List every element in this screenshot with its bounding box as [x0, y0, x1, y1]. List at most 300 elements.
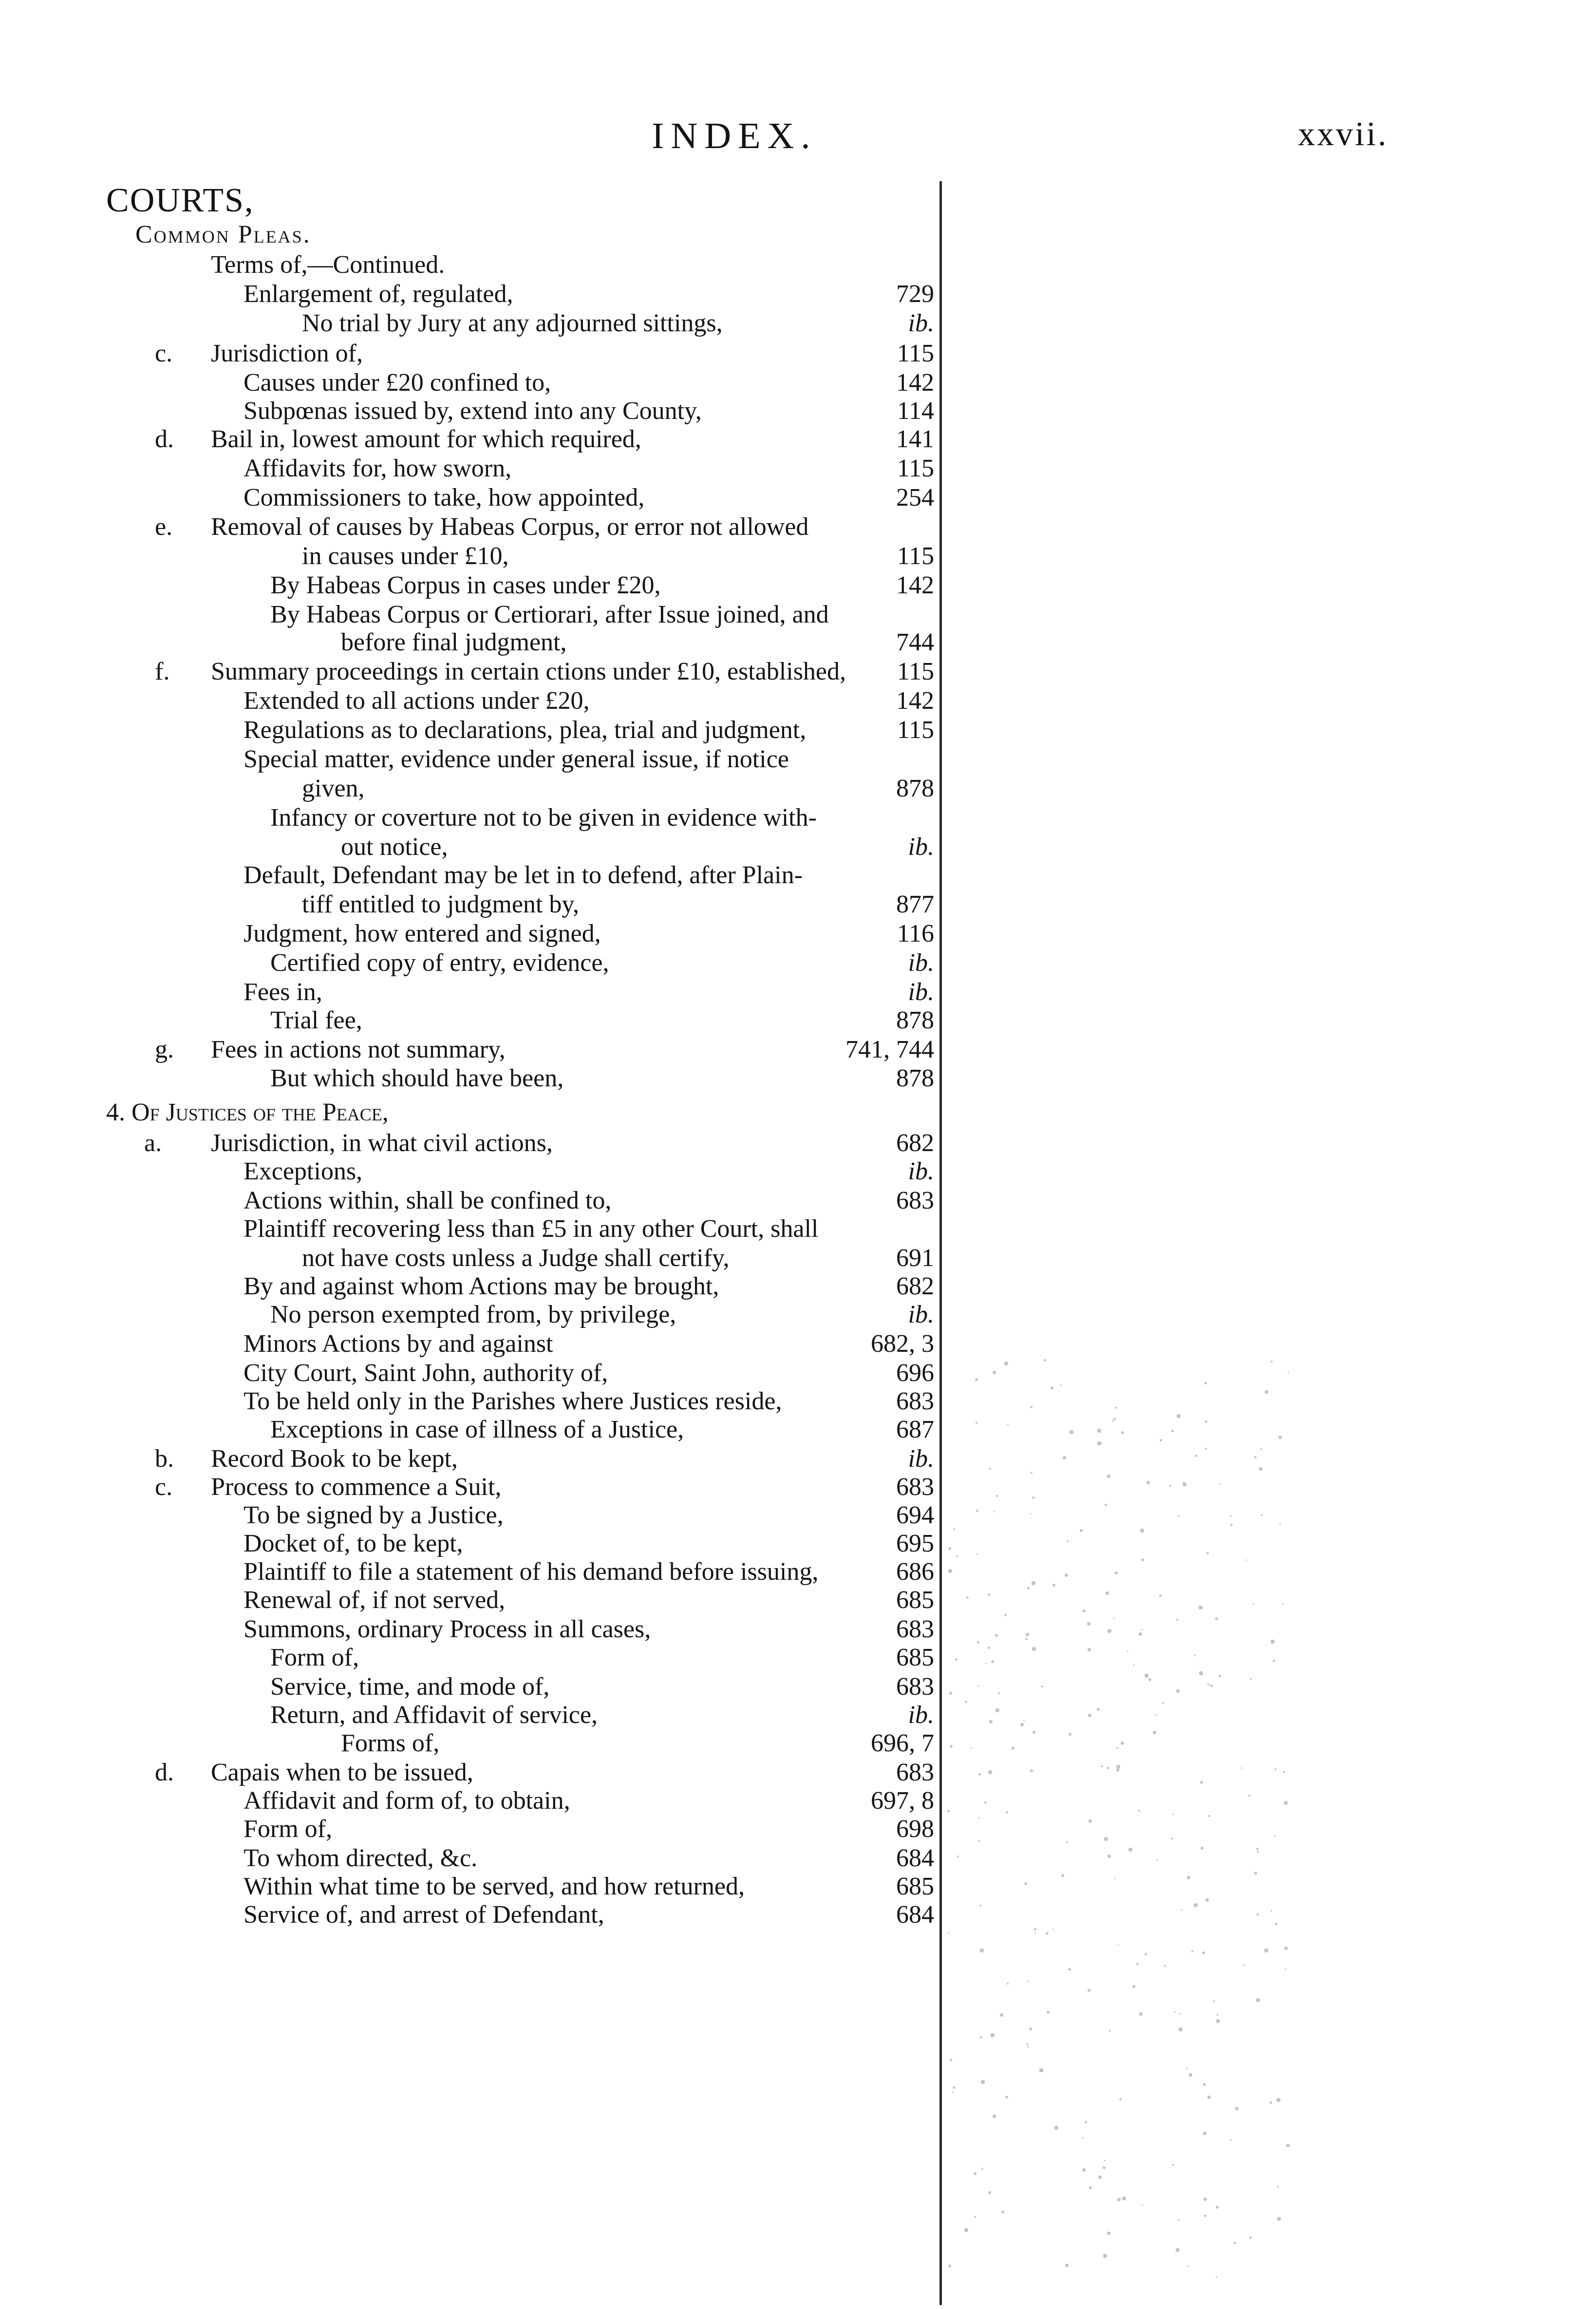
index-entry — [0, 1844, 940, 1873]
bleed-through-noise — [947, 1359, 1298, 2309]
subsection-heading: Common Pleas. — [135, 221, 311, 248]
bleed-speck — [1082, 2168, 1086, 2172]
bleed-speck — [1115, 1571, 1118, 1574]
entry-letter: e. — [155, 513, 173, 541]
index-entry — [0, 425, 940, 454]
bleed-speck — [1219, 1675, 1221, 1677]
bleed-speck — [1259, 1467, 1262, 1471]
bleed-speck — [965, 1701, 967, 1703]
bleed-speck — [1030, 1406, 1033, 1408]
entry-text: Plaintiff recovering less than £5 in any other Court, shall — [244, 1215, 819, 1243]
entry-text: No trial by Jury at any adjourned sittings, — [302, 309, 723, 337]
index-entry — [0, 658, 940, 686]
bleed-speck — [1052, 1584, 1055, 1587]
entry-page-ref: 741, 744 — [845, 1036, 934, 1063]
bleed-speck — [991, 2033, 995, 2037]
index-entry — [0, 1330, 940, 1358]
entry-text: in causes under £10, — [302, 542, 509, 570]
bleed-speck — [974, 2216, 976, 2218]
entry-text: Bail in, lowest amount for which required, — [211, 425, 641, 453]
bleed-speck — [1082, 2137, 1084, 2139]
index-entry — [0, 601, 940, 629]
bleed-speck — [1172, 1814, 1174, 1815]
bleed-speck — [1088, 1989, 1090, 1992]
bleed-speck — [1109, 2030, 1111, 2032]
entry-page-ref: ib. — [908, 309, 934, 337]
bleed-speck — [1119, 2098, 1122, 2101]
bleed-speck — [1257, 1913, 1259, 1916]
bleed-speck — [1139, 1632, 1142, 1636]
bleed-speck — [1114, 1878, 1116, 1879]
bleed-speck — [1065, 1573, 1068, 1577]
entry-page-ref: ib. — [908, 1701, 934, 1729]
bleed-speck — [966, 1596, 969, 1599]
bleed-speck — [991, 1660, 994, 1663]
index-entry — [0, 1272, 940, 1301]
bleed-speck — [971, 1747, 972, 1748]
bleed-speck — [1273, 1660, 1275, 1662]
bleed-speck — [1101, 1765, 1103, 1767]
bleed-speck — [1205, 1448, 1207, 1450]
bleed-speck — [1256, 1998, 1260, 2002]
bleed-speck — [1186, 2068, 1187, 2069]
bleed-speck — [984, 1801, 987, 1804]
bleed-speck — [1148, 1678, 1151, 1681]
bleed-speck — [1254, 1872, 1257, 1874]
entry-page-ref: ib. — [908, 1301, 934, 1328]
bleed-speck — [1278, 1436, 1282, 1439]
page-title: INDEX. — [652, 115, 817, 156]
bleed-speck — [1106, 1591, 1109, 1595]
bleed-speck — [1051, 1386, 1053, 1389]
entry-text: No person exempted from, by privilege, — [270, 1301, 676, 1328]
entry-text: Summary proceedings in certain ctions under £10, established, — [211, 658, 846, 685]
bleed-speck — [1203, 2132, 1206, 2135]
index-entry — [0, 542, 940, 570]
bleed-speck — [1155, 1715, 1157, 1716]
entry-page-ref: 682 — [896, 1129, 934, 1157]
bleed-speck — [1046, 1932, 1049, 1935]
bleed-speck — [1027, 1587, 1030, 1590]
bleed-speck — [1172, 2164, 1174, 2166]
bleed-speck — [1234, 2242, 1236, 2244]
entry-text: Affidavit and form of, to obtain, — [244, 1787, 570, 1815]
bleed-speck — [1108, 1629, 1111, 1633]
index-entry — [0, 1036, 940, 1064]
entry-page-ref: 114 — [897, 397, 934, 425]
bleed-speck — [1107, 2232, 1110, 2235]
bleed-speck — [976, 1553, 978, 1555]
entry-letter: c. — [155, 340, 173, 367]
bleed-speck — [1139, 2012, 1143, 2016]
index-entry — [0, 1416, 940, 1444]
bleed-speck — [948, 1547, 951, 1550]
bleed-speck — [1288, 1372, 1289, 1373]
entry-text: Exceptions, — [244, 1157, 363, 1185]
entry-text: Judgment, how entered and signed, — [244, 920, 601, 947]
entry-page-ref: 115 — [897, 542, 934, 570]
entry-page-ref: 691 — [896, 1244, 934, 1272]
index-entry — [0, 1615, 940, 1644]
bleed-speck — [1171, 1430, 1174, 1432]
entry-text: Trial fee, — [270, 1006, 362, 1034]
bleed-speck — [995, 1634, 998, 1637]
entry-page-ref: 685 — [896, 1644, 934, 1671]
bleed-speck — [1187, 2265, 1189, 2267]
bleed-speck — [1241, 1767, 1243, 1769]
bleed-speck — [1159, 1594, 1162, 1597]
entry-text: City Court, Saint John, authority of, — [244, 1359, 608, 1387]
bleed-speck — [1083, 1609, 1086, 1612]
bleed-speck — [1061, 1874, 1064, 1877]
bleed-speck — [1216, 2019, 1220, 2023]
bleed-speck — [1068, 1968, 1071, 1971]
entry-page-ref: 685 — [896, 1586, 934, 1614]
index-entry — [0, 1701, 940, 1729]
bleed-speck — [975, 1378, 978, 1381]
bleed-speck — [1023, 1720, 1025, 1722]
bleed-speck — [1230, 1524, 1233, 1526]
bleed-speck — [1128, 1848, 1132, 1852]
bleed-speck — [1216, 2276, 1217, 2278]
index-entry — [0, 280, 940, 308]
bleed-speck — [1191, 1950, 1193, 1952]
entry-page-ref: 694 — [896, 1501, 934, 1529]
bleed-speck — [1127, 1650, 1128, 1652]
bleed-speck — [1179, 2027, 1183, 2031]
bleed-speck — [1178, 1515, 1180, 1517]
bleed-speck — [1030, 1513, 1031, 1514]
entry-text: By and against whom Actions may be brought, — [244, 1272, 719, 1300]
bleed-speck — [1235, 2107, 1239, 2110]
index-entry — [0, 1501, 940, 1530]
bleed-speck — [1207, 2096, 1211, 2099]
bleed-speck — [996, 1495, 998, 1497]
bleed-speck — [988, 1647, 990, 1649]
index-entry — [0, 1359, 940, 1387]
bleed-speck — [1032, 1647, 1036, 1651]
bleed-speck — [1256, 1848, 1258, 1850]
bleed-speck — [1138, 1810, 1140, 1812]
entry-text: But which should have been, — [270, 1064, 564, 1092]
entry-text: Service, time, and mode of, — [270, 1673, 550, 1701]
bleed-speck — [1279, 1523, 1281, 1525]
entry-page-ref: 115 — [897, 658, 934, 685]
bleed-speck — [949, 1692, 952, 1695]
bleed-speck — [1264, 1949, 1268, 1952]
entry-page-ref: 684 — [896, 1844, 934, 1872]
bleed-speck — [1174, 2011, 1176, 2012]
bleed-speck — [1063, 1456, 1066, 1459]
bleed-speck — [1169, 1485, 1171, 1487]
bleed-speck — [1104, 2160, 1106, 2161]
bleed-speck — [1097, 1708, 1100, 1711]
bleed-speck — [1005, 2096, 1008, 2099]
entry-text: Form of, — [270, 1644, 359, 1671]
entry-page-ref: 744 — [896, 628, 934, 656]
bleed-speck — [1164, 1965, 1166, 1967]
bleed-speck — [1176, 2248, 1180, 2252]
index-entry — [0, 1157, 940, 1186]
bleed-speck — [977, 1641, 979, 1644]
bleed-speck — [978, 1840, 980, 1842]
bleed-speck — [1176, 1689, 1180, 1693]
bleed-speck — [1030, 1769, 1033, 1772]
index-entry — [0, 745, 940, 774]
bleed-speck — [1117, 2198, 1121, 2201]
bleed-speck — [1029, 2027, 1032, 2030]
bleed-speck — [1187, 1876, 1190, 1879]
entry-text: Process to commence a Suit, — [211, 1473, 502, 1501]
bleed-speck — [989, 1720, 993, 1723]
bleed-speck — [1156, 1859, 1158, 1860]
index-entry — [0, 890, 940, 919]
entry-text: Renewal of, if not served, — [244, 1586, 506, 1614]
bleed-speck — [1249, 2236, 1252, 2239]
bleed-speck — [1142, 2204, 1143, 2206]
bleed-speck — [1286, 2144, 1290, 2147]
bleed-speck — [1033, 1731, 1035, 1734]
index-entry — [0, 1387, 940, 1416]
entry-text: To be signed by a Justice, — [244, 1501, 504, 1529]
bleed-speck — [1088, 1648, 1091, 1651]
bleed-speck — [1116, 1765, 1120, 1769]
entry-letter: b. — [155, 1445, 174, 1473]
index-entry — [0, 1673, 940, 1701]
index-entry — [0, 1244, 940, 1272]
bleed-speck — [1141, 1558, 1144, 1561]
bleed-speck — [1133, 1665, 1135, 1666]
bleed-speck — [1132, 1985, 1135, 1988]
entry-text: Terms of,—Continued. — [211, 251, 445, 279]
entry-page-ref: 683 — [896, 1473, 934, 1501]
entry-text: Jurisdiction, in what civil actions, — [211, 1129, 553, 1157]
bleed-speck — [1034, 1932, 1036, 1934]
bleed-speck — [1122, 2196, 1126, 2200]
bleed-speck — [1060, 1384, 1061, 1386]
bleed-speck — [1284, 1947, 1288, 1950]
bleed-speck — [988, 1593, 990, 1596]
entry-text: Within what time to be served, and how returned, — [244, 1873, 745, 1900]
entry-text: not have costs unless a Judge shall certify, — [302, 1244, 730, 1272]
index-entry — [0, 1301, 940, 1329]
bleed-speck — [1220, 1483, 1221, 1484]
bleed-speck — [1088, 1714, 1091, 1717]
bleed-speck — [1032, 1496, 1034, 1499]
bleed-speck — [1007, 1424, 1009, 1425]
bleed-speck — [974, 2172, 976, 2175]
index-entry — [0, 1530, 940, 1558]
entry-page-ref: 686 — [896, 1558, 934, 1586]
bleed-speck — [1243, 1965, 1245, 1966]
bleed-speck — [1044, 1359, 1046, 1362]
bleed-speck — [998, 1692, 1000, 1694]
bleed-speck — [1032, 1581, 1035, 1585]
bleed-speck — [1097, 1429, 1101, 1433]
bleed-speck — [1097, 1441, 1101, 1445]
entry-page-ref: 116 — [897, 920, 934, 947]
bleed-speck — [1202, 1951, 1205, 1954]
bleed-speck — [980, 2036, 982, 2038]
entry-page-ref: 142 — [896, 687, 934, 715]
bleed-speck — [1277, 2217, 1281, 2221]
index-entry — [0, 628, 940, 657]
entry-text: Form of, — [244, 1815, 332, 1843]
bleed-speck — [980, 1949, 984, 1952]
bleed-speck — [1277, 2186, 1279, 2188]
index-entry — [0, 571, 940, 600]
entry-text: Exceptions in case of illness of a Justice, — [270, 1416, 684, 1443]
bleed-speck — [1254, 1456, 1257, 1458]
bleed-speck — [1001, 2211, 1004, 2214]
entry-page-ref: 683 — [896, 1673, 934, 1701]
entry-page-ref: 698 — [896, 1815, 934, 1843]
bleed-speck — [1260, 1448, 1262, 1450]
entry-text: Enlargement of, regulated, — [244, 280, 513, 308]
bleed-speck — [1271, 1640, 1275, 1644]
bleed-speck — [1141, 1629, 1143, 1630]
bleed-speck — [993, 1371, 996, 1374]
entry-letter: d. — [155, 1759, 174, 1786]
bleed-speck — [1107, 1767, 1109, 1769]
bleed-speck — [1201, 1847, 1203, 1850]
bleed-speck — [956, 1555, 958, 1557]
bleed-speck — [957, 1855, 959, 1857]
column-rule — [939, 181, 942, 2305]
bleed-speck — [1271, 1910, 1272, 1912]
entry-text: To whom directed, &c. — [244, 1844, 478, 1872]
bleed-speck — [993, 2115, 996, 2118]
bleed-speck — [1028, 2046, 1029, 2048]
section-heading: COURTS, — [106, 182, 254, 219]
entry-page-ref: ib. — [908, 949, 934, 977]
entry-page-ref: 142 — [896, 571, 934, 599]
bleed-speck — [1116, 1769, 1119, 1772]
index-entry — [0, 309, 940, 338]
entry-text: Fees in actions not summary, — [211, 1036, 506, 1063]
bleed-speck — [1205, 1898, 1209, 1902]
entry-text: Service of, and arrest of Defendant, — [244, 1901, 604, 1929]
bleed-speck — [1160, 1439, 1162, 1441]
bleed-speck — [948, 2265, 951, 2268]
bleed-speck — [1181, 1910, 1183, 1911]
entry-page-ref: 687 — [896, 1416, 934, 1443]
entry-text: before final judgment, — [341, 628, 567, 656]
index-entry — [0, 397, 940, 425]
entry-page-ref: 683 — [896, 1387, 934, 1415]
entry-page-ref: 878 — [896, 775, 934, 802]
entry-text: Causes under £20 confined to, — [244, 369, 551, 397]
bleed-speck — [1285, 1968, 1286, 1970]
index-entry — [0, 861, 940, 890]
entry-page-ref: 878 — [896, 1006, 934, 1034]
bleed-speck — [1087, 1622, 1090, 1626]
entry-page-ref: 877 — [896, 890, 934, 918]
entry-page-ref: 115 — [897, 454, 934, 482]
bleed-speck — [1118, 1944, 1119, 1946]
index-entry — [0, 1445, 940, 1473]
entry-text: Jurisdiction of, — [211, 340, 363, 367]
index-entry — [0, 833, 940, 861]
bleed-speck — [1204, 2214, 1206, 2217]
index-entry — [0, 978, 940, 1006]
entry-page-ref: ib. — [908, 978, 934, 1006]
index-entry — [0, 1759, 940, 1787]
bleed-speck — [1203, 2083, 1206, 2086]
bleed-speck — [1206, 1552, 1209, 1554]
bleed-speck — [1145, 1674, 1148, 1678]
bleed-speck — [981, 2080, 985, 2084]
bleed-speck — [952, 2092, 954, 2093]
bleed-speck — [1004, 1614, 1007, 1616]
entry-text: Removal of causes by Habeas Corpus, or error not allowed — [211, 513, 809, 541]
entry-text: Plaintiff to file a statement of his demand before issuing, — [244, 1558, 819, 1586]
entry-text: out notice, — [341, 833, 448, 861]
index-entry — [0, 1586, 940, 1614]
bleed-speck — [1027, 1981, 1029, 1982]
bleed-speck — [1217, 2014, 1219, 2016]
bleed-speck — [1034, 1928, 1036, 1930]
bleed-speck — [1121, 1431, 1124, 1434]
entry-letter: f. — [155, 658, 170, 685]
bleed-speck — [948, 1569, 952, 1573]
bleed-speck — [950, 1745, 953, 1748]
bleed-speck — [1000, 2013, 1003, 2017]
bleed-speck — [1052, 1929, 1054, 1930]
bleed-speck — [1250, 1678, 1252, 1680]
bleed-speck — [1200, 1781, 1203, 1784]
bleed-speck — [1020, 1723, 1024, 1726]
bleed-speck — [978, 1773, 981, 1776]
entry-text: Regulations as to declarations, plea, trial and judgment, — [244, 716, 807, 744]
bleed-speck — [1098, 2176, 1102, 2179]
bleed-speck — [988, 2191, 991, 2194]
index-entry — [0, 687, 940, 715]
bleed-speck — [1194, 1903, 1198, 1907]
entry-text: tiff entitled to judgment by, — [302, 890, 580, 918]
index-subheading — [0, 1098, 940, 1127]
bleed-speck — [1208, 1815, 1210, 1817]
bleed-speck — [1216, 2206, 1219, 2209]
entry-page-ref: ib. — [908, 1157, 934, 1185]
entry-page-ref: 682, 3 — [871, 1330, 934, 1358]
index-entry — [0, 1787, 940, 1815]
index-entry — [0, 1187, 940, 1215]
bleed-speck — [1007, 1983, 1009, 1985]
bleed-speck — [1204, 1382, 1207, 1384]
entry-page-ref: 254 — [896, 484, 934, 511]
entry-page-ref: 115 — [897, 340, 934, 367]
index-entry — [0, 454, 940, 483]
bleed-speck — [1177, 1414, 1181, 1418]
bleed-speck — [1189, 2073, 1192, 2077]
entry-page-ref: 697, 8 — [871, 1787, 934, 1815]
bleed-speck — [1153, 1731, 1156, 1734]
index-entry — [0, 949, 940, 977]
bleed-speck — [1108, 1855, 1111, 1858]
entry-text: Affidavits for, how sworn, — [244, 454, 512, 482]
entry-text: Docket of, to be kept, — [244, 1530, 463, 1557]
bleed-speck — [1024, 1882, 1027, 1885]
bleed-speck — [1283, 1771, 1285, 1773]
bleed-speck — [1031, 1472, 1033, 1474]
bleed-speck — [1253, 1604, 1254, 1605]
entry-page-ref: 115 — [897, 716, 934, 744]
bleed-speck — [1199, 1606, 1202, 1609]
entry-page-ref: 142 — [896, 369, 934, 397]
entry-page-ref: 729 — [896, 280, 934, 308]
bleed-speck — [953, 1528, 955, 1530]
